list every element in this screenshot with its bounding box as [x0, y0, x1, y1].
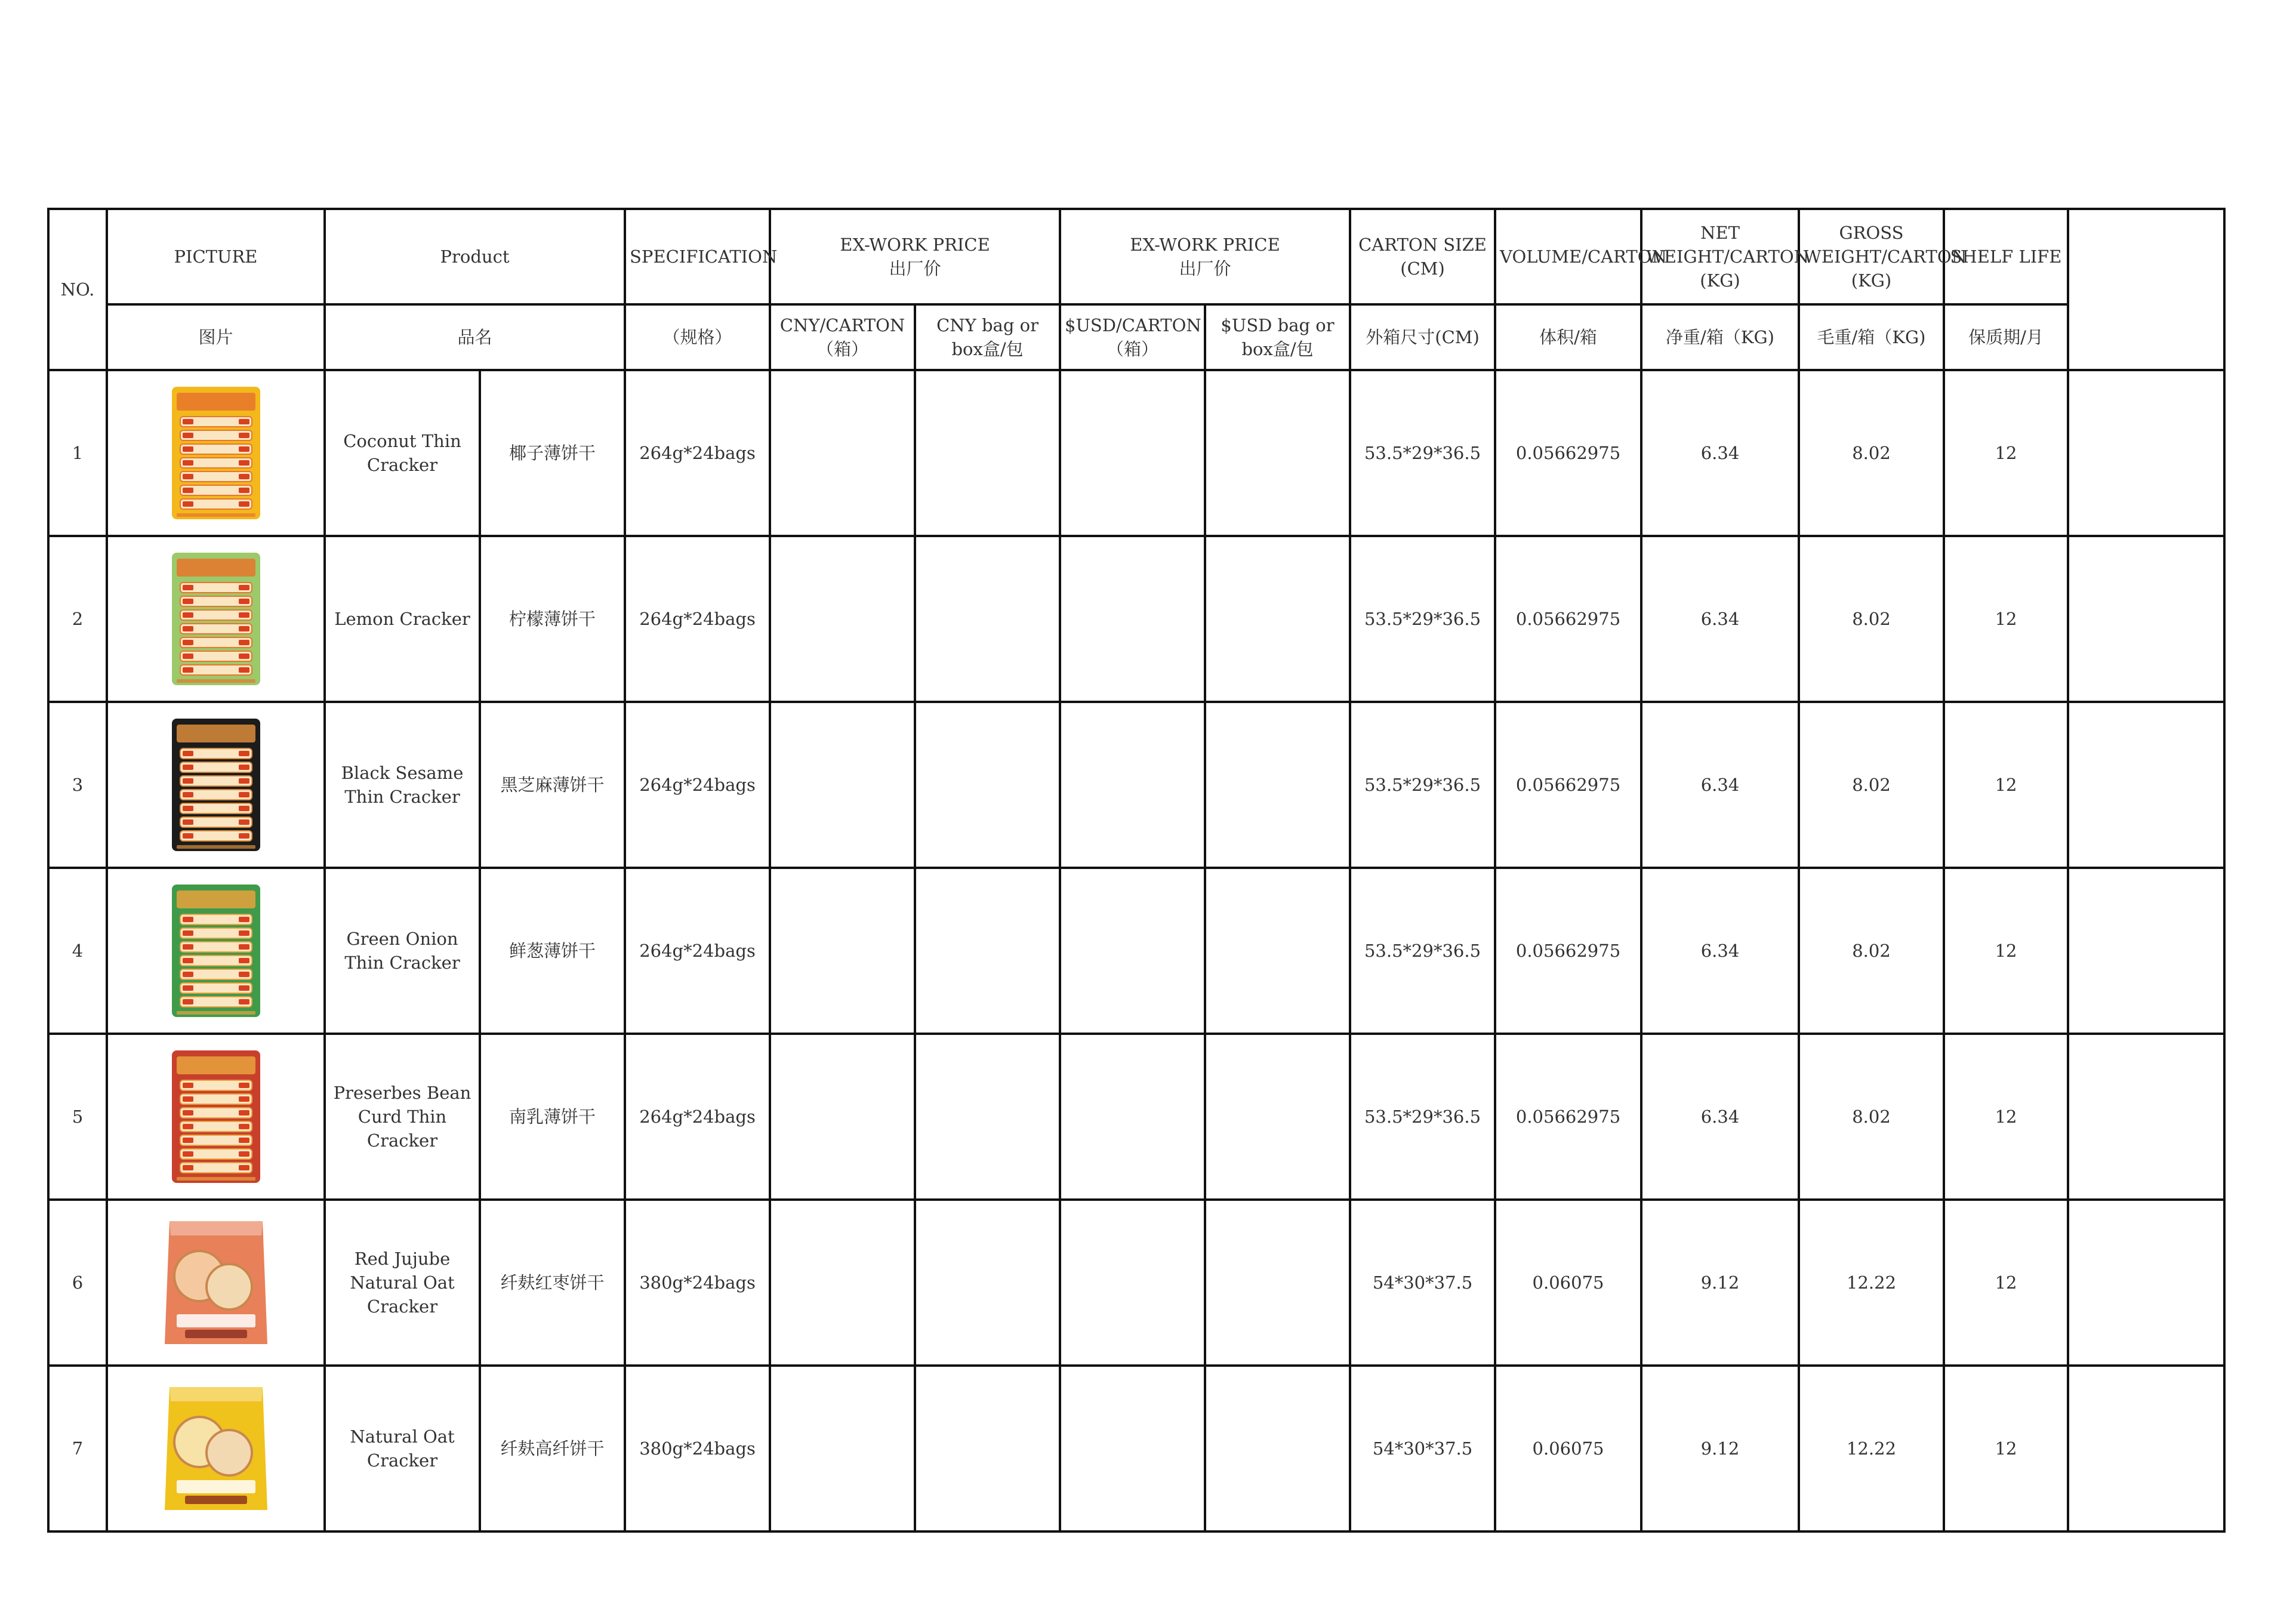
header-carton-size-cn: 外箱尺寸(CM) [1350, 304, 1495, 370]
blank-cell [2068, 536, 2224, 702]
volume-carton: 0.05662975 [1495, 370, 1641, 536]
shelf-life: 12 [1944, 1366, 2068, 1531]
product-name-cn: 椰子薄饼干 [480, 370, 625, 536]
gross-weight: 8.02 [1799, 868, 1944, 1034]
row-number: 2 [48, 536, 107, 702]
header-shelf-life: SHELF LIFE [1944, 209, 2068, 304]
black-sesame-cracker-pack-icon [168, 716, 264, 853]
cny-bag-price [915, 536, 1060, 702]
usd-carton-price [1060, 1366, 1205, 1531]
product-picture [107, 370, 325, 536]
usd-bag-price [1205, 370, 1350, 536]
usd-carton-price [1060, 370, 1205, 536]
shelf-life: 12 [1944, 370, 2068, 536]
usd-bag-price [1205, 1200, 1350, 1366]
header-exwork-usd: EX-WORK PRICE 出厂价 [1060, 209, 1350, 304]
product-name-cn: 纤麸红枣饼干 [480, 1200, 625, 1366]
net-weight: 6.34 [1641, 370, 1799, 536]
header-net-weight-cn: 净重/箱（KG) [1641, 304, 1799, 370]
usd-bag-price [1205, 702, 1350, 868]
header-gross-weight-cn: 毛重/箱（KG) [1799, 304, 1944, 370]
blank-cell [2068, 1034, 2224, 1200]
product-name-cn: 黑芝麻薄饼干 [480, 702, 625, 868]
table-row [48, 1200, 2224, 1366]
table-row [48, 1034, 2224, 1200]
product-name-en: Green Onion Thin Cracker [325, 868, 480, 1034]
header-gross-weight: GROSS WEIGHT/CARTON (KG) [1799, 209, 1944, 304]
specification: 264g*24bags [625, 370, 770, 536]
blank-cell [2068, 702, 2224, 868]
header-product-cn: 品名 [325, 304, 625, 370]
usd-bag-price [1205, 1366, 1350, 1531]
header-shelf-life-cn: 保质期/月 [1944, 304, 2068, 370]
net-weight: 9.12 [1641, 1366, 1799, 1531]
cny-bag-price [915, 702, 1060, 868]
gross-weight: 8.02 [1799, 1034, 1944, 1200]
red-jujube-oat-cracker-bag-icon [156, 1214, 276, 1351]
header-usd-bag: $USD bag or box盒/包 [1205, 304, 1350, 370]
product-picture [107, 536, 325, 702]
header-volume: VOLUME/CARTON [1495, 209, 1641, 304]
blank-cell [2068, 868, 2224, 1034]
bean-curd-cracker-pack-icon [168, 1048, 264, 1185]
carton-size: 54*30*37.5 [1350, 1366, 1495, 1531]
header-cny-bag: CNY bag or box盒/包 [915, 304, 1060, 370]
header-cny-carton: CNY/CARTON （箱） [770, 304, 915, 370]
usd-bag-price [1205, 1034, 1350, 1200]
table-row [48, 370, 2224, 536]
product-name-cn: 南乳薄饼干 [480, 1034, 625, 1200]
usd-carton-price [1060, 868, 1205, 1034]
gross-weight: 12.22 [1799, 1366, 1944, 1531]
usd-carton-price [1060, 536, 1205, 702]
row-number: 5 [48, 1034, 107, 1200]
gross-weight: 8.02 [1799, 536, 1944, 702]
natural-oat-cracker-bag-icon [156, 1380, 276, 1517]
blank-cell [2068, 1366, 2224, 1531]
header-row-chinese [48, 304, 2224, 370]
cny-bag-price [915, 868, 1060, 1034]
cny-bag-price [915, 1366, 1060, 1531]
shelf-life: 12 [1944, 1200, 2068, 1366]
shelf-life: 12 [1944, 702, 2068, 868]
usd-carton-price [1060, 1200, 1205, 1366]
header-picture-cn: 图片 [107, 304, 325, 370]
net-weight: 6.34 [1641, 868, 1799, 1034]
carton-size: 54*30*37.5 [1350, 1200, 1495, 1366]
row-number: 6 [48, 1200, 107, 1366]
usd-bag-price [1205, 536, 1350, 702]
green-onion-cracker-pack-icon [168, 882, 264, 1019]
cny-carton-price [770, 536, 915, 702]
carton-size: 53.5*29*36.5 [1350, 1034, 1495, 1200]
net-weight: 9.12 [1641, 1200, 1799, 1366]
product-name-en: Black Sesame Thin Cracker [325, 702, 480, 868]
cny-carton-price [770, 868, 915, 1034]
product-name-cn: 鲜葱薄饼干 [480, 868, 625, 1034]
usd-carton-price [1060, 1034, 1205, 1200]
table-row [48, 1366, 2224, 1531]
shelf-life: 12 [1944, 1034, 2068, 1200]
shelf-life: 12 [1944, 536, 2068, 702]
header-specification-cn: （规格） [625, 304, 770, 370]
specification: 380g*24bags [625, 1200, 770, 1366]
header-usd-carton: $USD/CARTON （箱） [1060, 304, 1205, 370]
volume-carton: 0.06075 [1495, 1366, 1641, 1531]
gross-weight: 12.22 [1799, 1200, 1944, 1366]
lemon-cracker-pack-icon [168, 550, 264, 688]
blank-cell [2068, 1200, 2224, 1366]
volume-carton: 0.05662975 [1495, 536, 1641, 702]
table-row [48, 868, 2224, 1034]
header-specification: SPECIFICATION [625, 209, 770, 304]
product-picture [107, 702, 325, 868]
specification: 264g*24bags [625, 868, 770, 1034]
header-no: NO. [48, 209, 107, 370]
volume-carton: 0.05662975 [1495, 702, 1641, 868]
shelf-life: 12 [1944, 868, 2068, 1034]
cny-bag-price [915, 1034, 1060, 1200]
cny-carton-price [770, 1200, 915, 1366]
volume-carton: 0.05662975 [1495, 868, 1641, 1034]
specification: 264g*24bags [625, 536, 770, 702]
product-picture [107, 1366, 325, 1531]
gross-weight: 8.02 [1799, 370, 1944, 536]
product-picture [107, 1200, 325, 1366]
product-name-en: Red Jujube Natural Oat Cracker [325, 1200, 480, 1366]
blank-cell [2068, 370, 2224, 536]
header-blank [2068, 209, 2224, 370]
row-number: 3 [48, 702, 107, 868]
carton-size: 53.5*29*36.5 [1350, 370, 1495, 536]
cny-carton-price [770, 1366, 915, 1531]
gross-weight: 8.02 [1799, 702, 1944, 868]
product-picture [107, 868, 325, 1034]
product-picture [107, 1034, 325, 1200]
product-name-en: Coconut Thin Cracker [325, 370, 480, 536]
specification: 264g*24bags [625, 1034, 770, 1200]
header-net-weight: NET WEIGHT/CARTON (KG) [1641, 209, 1799, 304]
header-product: Product [325, 209, 625, 304]
product-price-table [47, 208, 2226, 1533]
net-weight: 6.34 [1641, 702, 1799, 868]
row-number: 4 [48, 868, 107, 1034]
product-name-cn: 纤麸高纤饼干 [480, 1366, 625, 1531]
cny-bag-price [915, 370, 1060, 536]
volume-carton: 0.06075 [1495, 1200, 1641, 1366]
header-exwork-cny: EX-WORK PRICE 出厂价 [770, 209, 1060, 304]
row-number: 7 [48, 1366, 107, 1531]
volume-carton: 0.05662975 [1495, 1034, 1641, 1200]
coconut-cracker-pack-icon [168, 384, 264, 522]
cny-carton-price [770, 370, 915, 536]
cny-carton-price [770, 1034, 915, 1200]
product-name-cn: 柠檬薄饼干 [480, 536, 625, 702]
carton-size: 53.5*29*36.5 [1350, 702, 1495, 868]
product-name-en: Natural Oat Cracker [325, 1366, 480, 1531]
cny-bag-price [915, 1200, 1060, 1366]
usd-bag-price [1205, 868, 1350, 1034]
specification: 380g*24bags [625, 1366, 770, 1531]
header-volume-cn: 体积/箱 [1495, 304, 1641, 370]
specification: 264g*24bags [625, 702, 770, 868]
net-weight: 6.34 [1641, 536, 1799, 702]
carton-size: 53.5*29*36.5 [1350, 536, 1495, 702]
header-carton-size: CARTON SIZE (CM) [1350, 209, 1495, 304]
header-picture: PICTURE [107, 209, 325, 304]
product-name-en: Lemon Cracker [325, 536, 480, 702]
cny-carton-price [770, 702, 915, 868]
net-weight: 6.34 [1641, 1034, 1799, 1200]
product-name-en: Preserbes Bean Curd Thin Cracker [325, 1034, 480, 1200]
usd-carton-price [1060, 702, 1205, 868]
header-row-english [48, 209, 2224, 304]
table-row [48, 536, 2224, 702]
row-number: 1 [48, 370, 107, 536]
table-row [48, 702, 2224, 868]
carton-size: 53.5*29*36.5 [1350, 868, 1495, 1034]
